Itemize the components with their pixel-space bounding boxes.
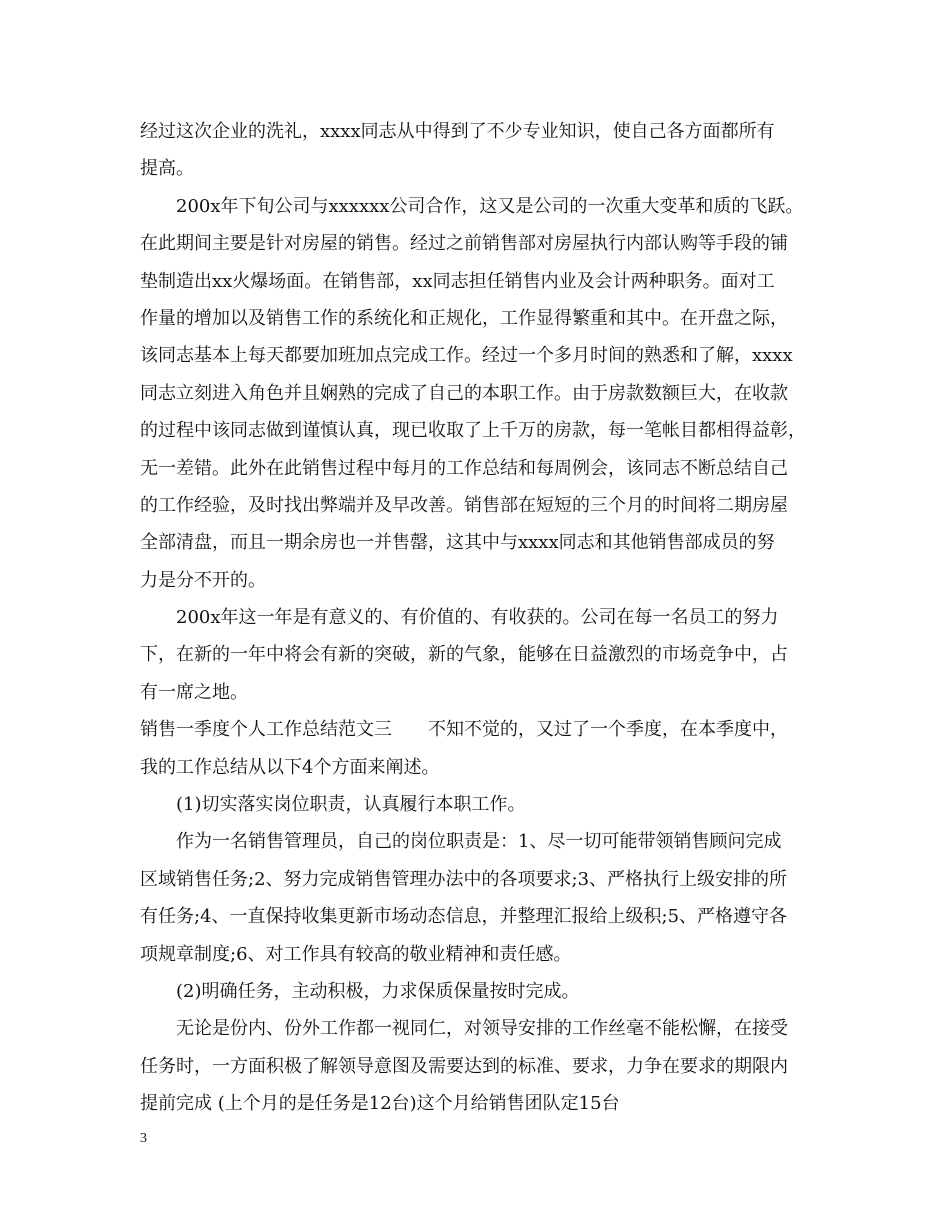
text-line: 全部清盘，而且一期余房也一并售罄，这其中与xxxx同志和其他销售部成员的努 xyxy=(140,532,775,554)
body-text xyxy=(140,113,820,1123)
text-line: 作量的增加以及销售工作的系统化和正规化，工作显得繁重和其中。在开盘之际， xyxy=(140,307,788,329)
text-line: 项规章制度;6、对工作具有较高的敬业精神和责任感。 xyxy=(140,943,572,965)
text-line: 任务时，一方面积极了解领导意图及需要达到的标准、要求，力争在要求的期限内 xyxy=(140,1055,788,1077)
text-line: 经过这次企业的洗礼，xxxx同志从中得到了不少专业知识，使自己各方面都所有 xyxy=(140,121,775,142)
text-line: 区域销售任务;2、努力完成销售管理办法中的各项要求;3、严格执行上级安排的所 xyxy=(140,868,788,890)
page-number: 3 xyxy=(140,1131,147,1146)
text-line: 提高。 xyxy=(140,158,194,180)
text-line: 无一差错。此外在此销售过程中每月的工作总结和每周例会，该同志不断总结自己 xyxy=(140,457,788,479)
paragraph-start-line: 200x年这一年是有意义的、有价值的、有收获的。公司在每一名员工的努力 xyxy=(176,607,779,629)
text-line: 的工作经验，及时找出弊端并及早改善。销售部在短短的三个月的时间将二期房屋 xyxy=(140,494,788,516)
numbered-heading-1: (1)切实落实岗位职责，认真履行本职工作。 xyxy=(176,794,526,816)
numbered-heading-2: (2)明确任务，主动积极，力求保质保量按时完成。 xyxy=(176,980,580,1002)
text-line: 有一席之地。 xyxy=(140,681,248,703)
text-line: 同志立刻进入角色并且娴熟的完成了自己的本职工作。由于房款数额巨大，在收款 xyxy=(140,382,788,404)
text-line: 有任务;4、一直保持收集更新市场动态信息，并整理汇报给上级积;5、严格遵守各 xyxy=(140,906,788,928)
text-line: 我的工作总结从以下4个方面来阐述。 xyxy=(140,756,440,778)
paragraph-start-line: 无论是份内、份外工作都一视同仁，对领导安排的工作丝毫不能松懈，在接受 xyxy=(176,1018,788,1040)
text-line: 垫制造出xx火爆场面。在销售部，xx同志担任销售内业及会计两种职务。面对工 xyxy=(140,270,775,292)
text-line: 提前完成 (上个月的是任务是12台)这个月给销售团队定15台 xyxy=(140,1093,620,1115)
paragraph-start-line: 作为一名销售管理员，自己的岗位职责是：1、尽一切可能带领销售顾问完成 xyxy=(176,831,782,853)
text-line: 力是分不开的。 xyxy=(140,569,266,591)
text-line: 下，在新的一年中将会有新的突破，新的气象，能够在日益激烈的市场竞争中，占 xyxy=(140,644,788,666)
text-line: 该同志基本上每天都要加班加点完成工作。经过一个多月时间的熟悉和了解，xxxx xyxy=(140,345,793,367)
paragraph-start-line: 200x年下旬公司与xxxxxx公司合作，这又是公司的一次重大变革和质的飞跃。 xyxy=(176,195,804,217)
section-heading-line: 销售一季度个人工作总结范文三 不知不觉的，又过了一个季度，在本季度中， xyxy=(140,719,788,741)
text-line: 在此期间主要是针对房屋的销售。经过之前销售部对房屋执行内部认购等手段的铺 xyxy=(140,233,788,255)
text-line: 的过程中该同志做到谨慎认真，现已收取了上千万的房款，每一笔帐目都相得益彰， xyxy=(140,420,806,442)
